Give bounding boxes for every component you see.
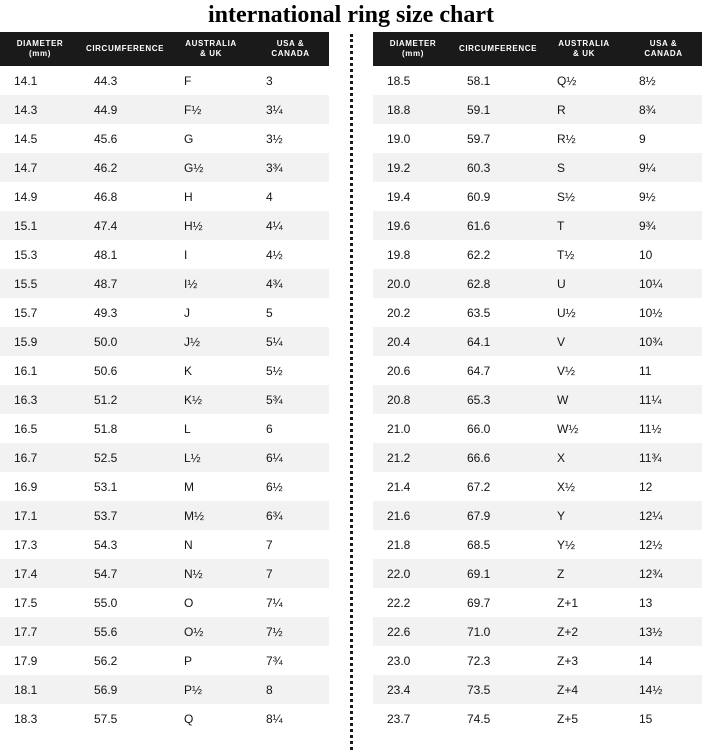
col-header-usa-canada <box>625 32 702 66</box>
vertical-dotted-divider <box>346 32 356 750</box>
cell-usa-canada: 13 <box>625 588 702 617</box>
cell-diameter: 19.2 <box>373 153 453 182</box>
cell-diameter: 14.5 <box>0 124 80 153</box>
table-row <box>373 646 702 675</box>
cell-australia-uk: N <box>170 530 252 559</box>
table-row <box>373 153 702 182</box>
cell-usa-canada: 3 <box>252 66 329 95</box>
col-header-usa-label: USA & <box>276 39 305 48</box>
cell-circumference: 73.5 <box>453 675 543 704</box>
cell-circumference: 46.2 <box>80 153 170 182</box>
cell-diameter: 19.0 <box>373 124 453 153</box>
cell-usa-canada: 10¾ <box>625 327 702 356</box>
cell-circumference: 62.2 <box>453 240 543 269</box>
cell-usa-canada: 12¼ <box>625 501 702 530</box>
header-row <box>373 32 702 66</box>
cell-usa-canada: 10½ <box>625 298 702 327</box>
cell-australia-uk: I <box>170 240 252 269</box>
cell-australia-uk: R½ <box>543 124 625 153</box>
table-row <box>373 704 702 733</box>
cell-usa-canada: 8¼ <box>252 704 329 733</box>
ring-size-table-right <box>373 32 702 733</box>
cell-diameter: 21.6 <box>373 501 453 530</box>
col-header-diameter-sub: (mm) <box>29 49 51 58</box>
table-row <box>0 269 329 298</box>
cell-australia-uk: Z <box>543 559 625 588</box>
cell-australia-uk: O½ <box>170 617 252 646</box>
cell-circumference: 49.3 <box>80 298 170 327</box>
cell-usa-canada: 4 <box>252 182 329 211</box>
left-table-body <box>0 66 329 733</box>
cell-usa-canada: 6¾ <box>252 501 329 530</box>
col-header-diameter-sub: (mm) <box>402 49 424 58</box>
cell-diameter: 20.2 <box>373 298 453 327</box>
col-header-australia-uk <box>170 32 252 66</box>
cell-australia-uk: G <box>170 124 252 153</box>
left-table-header <box>0 32 329 66</box>
cell-circumference: 57.5 <box>80 704 170 733</box>
cell-usa-canada: 7 <box>252 559 329 588</box>
cell-circumference: 55.6 <box>80 617 170 646</box>
cell-circumference: 50.6 <box>80 356 170 385</box>
cell-australia-uk: U <box>543 269 625 298</box>
col-header-australia-label: AUSTRALIA <box>558 39 610 48</box>
cell-circumference: 54.3 <box>80 530 170 559</box>
cell-circumference: 58.1 <box>453 66 543 95</box>
cell-australia-uk: T½ <box>543 240 625 269</box>
cell-usa-canada: 8 <box>252 675 329 704</box>
cell-diameter: 21.0 <box>373 414 453 443</box>
cell-circumference: 51.8 <box>80 414 170 443</box>
cell-australia-uk: J½ <box>170 327 252 356</box>
cell-usa-canada: 12¾ <box>625 559 702 588</box>
table-row <box>373 472 702 501</box>
cell-diameter: 17.3 <box>0 530 80 559</box>
col-header-diameter-label: DIAMETER <box>16 39 64 48</box>
cell-usa-canada: 8½ <box>625 66 702 95</box>
cell-australia-uk: M½ <box>170 501 252 530</box>
table-row <box>373 617 702 646</box>
cell-diameter: 21.8 <box>373 530 453 559</box>
cell-usa-canada: 7¼ <box>252 588 329 617</box>
cell-australia-uk: G½ <box>170 153 252 182</box>
cell-diameter: 16.1 <box>0 356 80 385</box>
cell-australia-uk: N½ <box>170 559 252 588</box>
cell-diameter: 20.6 <box>373 356 453 385</box>
table-row <box>373 530 702 559</box>
cell-australia-uk: W½ <box>543 414 625 443</box>
cell-australia-uk: W <box>543 385 625 414</box>
col-header-australia-sub: & UK <box>573 49 595 58</box>
cell-australia-uk: J <box>170 298 252 327</box>
cell-diameter: 17.4 <box>0 559 80 588</box>
cell-circumference: 68.5 <box>453 530 543 559</box>
cell-australia-uk: T <box>543 211 625 240</box>
cell-diameter: 14.7 <box>0 153 80 182</box>
col-header-usa-sub: CANADA <box>271 49 310 58</box>
header-row <box>0 32 329 66</box>
cell-usa-canada: 8¾ <box>625 95 702 124</box>
cell-diameter: 15.5 <box>0 269 80 298</box>
cell-diameter: 23.7 <box>373 704 453 733</box>
cell-australia-uk: R <box>543 95 625 124</box>
cell-circumference: 67.2 <box>453 472 543 501</box>
right-table-body <box>373 66 702 733</box>
table-row <box>373 559 702 588</box>
col-header-circumference <box>80 32 170 66</box>
table-row <box>0 443 329 472</box>
cell-usa-canada: 5¼ <box>252 327 329 356</box>
col-header-australia-uk <box>543 32 625 66</box>
cell-usa-canada: 15 <box>625 704 702 733</box>
cell-circumference: 69.1 <box>453 559 543 588</box>
cell-australia-uk: P <box>170 646 252 675</box>
cell-australia-uk: Y <box>543 501 625 530</box>
table-row <box>0 182 329 211</box>
cell-circumference: 67.9 <box>453 501 543 530</box>
cell-circumference: 59.7 <box>453 124 543 153</box>
table-row <box>373 675 702 704</box>
cell-diameter: 23.0 <box>373 646 453 675</box>
cell-usa-canada: 9¼ <box>625 153 702 182</box>
cell-diameter: 18.5 <box>373 66 453 95</box>
col-header-australia-sub: & UK <box>200 49 222 58</box>
cell-australia-uk: U½ <box>543 298 625 327</box>
table-row <box>373 414 702 443</box>
table-row <box>0 124 329 153</box>
table-row <box>0 66 329 95</box>
cell-circumference: 50.0 <box>80 327 170 356</box>
cell-usa-canada: 3½ <box>252 124 329 153</box>
table-row <box>373 327 702 356</box>
cell-diameter: 17.7 <box>0 617 80 646</box>
cell-usa-canada: 9½ <box>625 182 702 211</box>
col-header-diameter-label: DIAMETER <box>389 39 437 48</box>
table-row <box>0 617 329 646</box>
cell-circumference: 71.0 <box>453 617 543 646</box>
cell-diameter: 17.1 <box>0 501 80 530</box>
ring-size-table-left <box>0 32 329 733</box>
table-row <box>373 211 702 240</box>
cell-australia-uk: H½ <box>170 211 252 240</box>
cell-usa-canada: 9 <box>625 124 702 153</box>
cell-usa-canada: 10 <box>625 240 702 269</box>
cell-diameter: 22.6 <box>373 617 453 646</box>
cell-australia-uk: K½ <box>170 385 252 414</box>
cell-diameter: 21.4 <box>373 472 453 501</box>
cell-usa-canada: 4¼ <box>252 211 329 240</box>
table-row <box>0 95 329 124</box>
table-row <box>0 356 329 385</box>
col-header-usa-sub: CANADA <box>644 49 683 58</box>
cell-usa-canada: 7¾ <box>252 646 329 675</box>
cell-usa-canada: 4½ <box>252 240 329 269</box>
cell-diameter: 18.1 <box>0 675 80 704</box>
cell-circumference: 48.1 <box>80 240 170 269</box>
table-row <box>373 501 702 530</box>
cell-australia-uk: O <box>170 588 252 617</box>
cell-circumference: 64.7 <box>453 356 543 385</box>
cell-circumference: 48.7 <box>80 269 170 298</box>
cell-australia-uk: V½ <box>543 356 625 385</box>
cell-circumference: 60.9 <box>453 182 543 211</box>
cell-australia-uk: Z+4 <box>543 675 625 704</box>
cell-australia-uk: Z+2 <box>543 617 625 646</box>
table-row <box>373 182 702 211</box>
table-row <box>0 298 329 327</box>
cell-circumference: 63.5 <box>453 298 543 327</box>
cell-diameter: 20.4 <box>373 327 453 356</box>
cell-diameter: 15.7 <box>0 298 80 327</box>
cell-circumference: 61.6 <box>453 211 543 240</box>
cell-usa-canada: 11¼ <box>625 385 702 414</box>
col-header-circumference-label: CIRCUMFERENCE <box>458 44 538 53</box>
cell-australia-uk: L½ <box>170 443 252 472</box>
cell-australia-uk: F <box>170 66 252 95</box>
cell-australia-uk: F½ <box>170 95 252 124</box>
cell-usa-canada: 5½ <box>252 356 329 385</box>
cell-diameter: 20.8 <box>373 385 453 414</box>
table-row <box>0 327 329 356</box>
cell-circumference: 47.4 <box>80 211 170 240</box>
cell-circumference: 54.7 <box>80 559 170 588</box>
col-header-usa-label: USA & <box>649 39 678 48</box>
right-table-wrapper <box>373 32 702 733</box>
table-row <box>0 501 329 530</box>
cell-diameter: 18.8 <box>373 95 453 124</box>
cell-usa-canada: 11½ <box>625 414 702 443</box>
cell-australia-uk: K <box>170 356 252 385</box>
cell-diameter: 21.2 <box>373 443 453 472</box>
cell-diameter: 18.3 <box>0 704 80 733</box>
cell-australia-uk: L <box>170 414 252 443</box>
cell-usa-canada: 12½ <box>625 530 702 559</box>
cell-diameter: 14.3 <box>0 95 80 124</box>
cell-usa-canada: 5¾ <box>252 385 329 414</box>
cell-australia-uk: Z+5 <box>543 704 625 733</box>
cell-usa-canada: 3¾ <box>252 153 329 182</box>
divider-line <box>350 34 353 750</box>
cell-australia-uk: Z+1 <box>543 588 625 617</box>
table-row <box>0 211 329 240</box>
cell-usa-canada: 3¼ <box>252 95 329 124</box>
col-header-diameter <box>0 32 80 66</box>
cell-diameter: 16.3 <box>0 385 80 414</box>
cell-australia-uk: X <box>543 443 625 472</box>
cell-circumference: 66.6 <box>453 443 543 472</box>
cell-diameter: 22.2 <box>373 588 453 617</box>
cell-circumference: 72.3 <box>453 646 543 675</box>
table-row <box>0 646 329 675</box>
col-header-australia-label: AUSTRALIA <box>185 39 237 48</box>
table-row <box>0 588 329 617</box>
cell-diameter: 17.9 <box>0 646 80 675</box>
cell-circumference: 74.5 <box>453 704 543 733</box>
cell-australia-uk: M <box>170 472 252 501</box>
right-table-header <box>373 32 702 66</box>
cell-circumference: 66.0 <box>453 414 543 443</box>
col-header-circumference <box>453 32 543 66</box>
table-row <box>0 675 329 704</box>
cell-diameter: 15.9 <box>0 327 80 356</box>
cell-usa-canada: 11 <box>625 356 702 385</box>
cell-diameter: 16.9 <box>0 472 80 501</box>
cell-usa-canada: 7 <box>252 530 329 559</box>
cell-circumference: 45.6 <box>80 124 170 153</box>
cell-australia-uk: H <box>170 182 252 211</box>
table-row <box>373 95 702 124</box>
cell-diameter: 17.5 <box>0 588 80 617</box>
cell-australia-uk: S½ <box>543 182 625 211</box>
cell-diameter: 14.1 <box>0 66 80 95</box>
left-table-wrapper <box>0 32 329 733</box>
table-row <box>0 559 329 588</box>
table-row <box>0 530 329 559</box>
cell-diameter: 16.7 <box>0 443 80 472</box>
table-row <box>373 385 702 414</box>
cell-usa-canada: 6½ <box>252 472 329 501</box>
cell-circumference: 52.5 <box>80 443 170 472</box>
cell-circumference: 53.1 <box>80 472 170 501</box>
cell-circumference: 65.3 <box>453 385 543 414</box>
cell-circumference: 56.2 <box>80 646 170 675</box>
cell-diameter: 15.1 <box>0 211 80 240</box>
cell-circumference: 56.9 <box>80 675 170 704</box>
table-row <box>0 240 329 269</box>
col-header-diameter <box>373 32 453 66</box>
cell-australia-uk: Y½ <box>543 530 625 559</box>
cell-circumference: 55.0 <box>80 588 170 617</box>
cell-diameter: 15.3 <box>0 240 80 269</box>
cell-circumference: 53.7 <box>80 501 170 530</box>
cell-circumference: 69.7 <box>453 588 543 617</box>
cell-circumference: 64.1 <box>453 327 543 356</box>
table-row <box>373 240 702 269</box>
cell-usa-canada: 14½ <box>625 675 702 704</box>
cell-usa-canada: 12 <box>625 472 702 501</box>
cell-australia-uk: X½ <box>543 472 625 501</box>
cell-australia-uk: P½ <box>170 675 252 704</box>
table-row <box>373 588 702 617</box>
cell-usa-canada: 10¼ <box>625 269 702 298</box>
cell-diameter: 14.9 <box>0 182 80 211</box>
cell-diameter: 22.0 <box>373 559 453 588</box>
cell-usa-canada: 6¼ <box>252 443 329 472</box>
table-row <box>373 66 702 95</box>
table-row <box>373 356 702 385</box>
table-row <box>373 298 702 327</box>
table-row <box>0 472 329 501</box>
cell-usa-canada: 5 <box>252 298 329 327</box>
col-header-usa-canada <box>252 32 329 66</box>
table-row <box>0 153 329 182</box>
cell-circumference: 60.3 <box>453 153 543 182</box>
cell-australia-uk: Q½ <box>543 66 625 95</box>
table-row <box>0 385 329 414</box>
cell-diameter: 19.4 <box>373 182 453 211</box>
cell-circumference: 62.8 <box>453 269 543 298</box>
cell-usa-canada: 13½ <box>625 617 702 646</box>
page-title: international ring size chart <box>208 2 494 28</box>
cell-diameter: 19.6 <box>373 211 453 240</box>
cell-usa-canada: 4¾ <box>252 269 329 298</box>
cell-australia-uk: Z+3 <box>543 646 625 675</box>
table-row <box>0 704 329 733</box>
table-row <box>373 124 702 153</box>
cell-usa-canada: 7½ <box>252 617 329 646</box>
table-row <box>373 269 702 298</box>
cell-circumference: 59.1 <box>453 95 543 124</box>
cell-australia-uk: S <box>543 153 625 182</box>
cell-circumference: 51.2 <box>80 385 170 414</box>
cell-usa-canada: 14 <box>625 646 702 675</box>
cell-circumference: 44.9 <box>80 95 170 124</box>
cell-diameter: 23.4 <box>373 675 453 704</box>
cell-diameter: 19.8 <box>373 240 453 269</box>
cell-diameter: 20.0 <box>373 269 453 298</box>
cell-diameter: 16.5 <box>0 414 80 443</box>
cell-australia-uk: I½ <box>170 269 252 298</box>
cell-australia-uk: V <box>543 327 625 356</box>
table-row <box>0 414 329 443</box>
cell-australia-uk: Q <box>170 704 252 733</box>
tables-container <box>0 32 702 750</box>
cell-usa-canada: 11¾ <box>625 443 702 472</box>
cell-circumference: 46.8 <box>80 182 170 211</box>
cell-circumference: 44.3 <box>80 66 170 95</box>
cell-usa-canada: 9¾ <box>625 211 702 240</box>
cell-usa-canada: 6 <box>252 414 329 443</box>
col-header-circumference-label: CIRCUMFERENCE <box>85 44 165 53</box>
table-row <box>373 443 702 472</box>
